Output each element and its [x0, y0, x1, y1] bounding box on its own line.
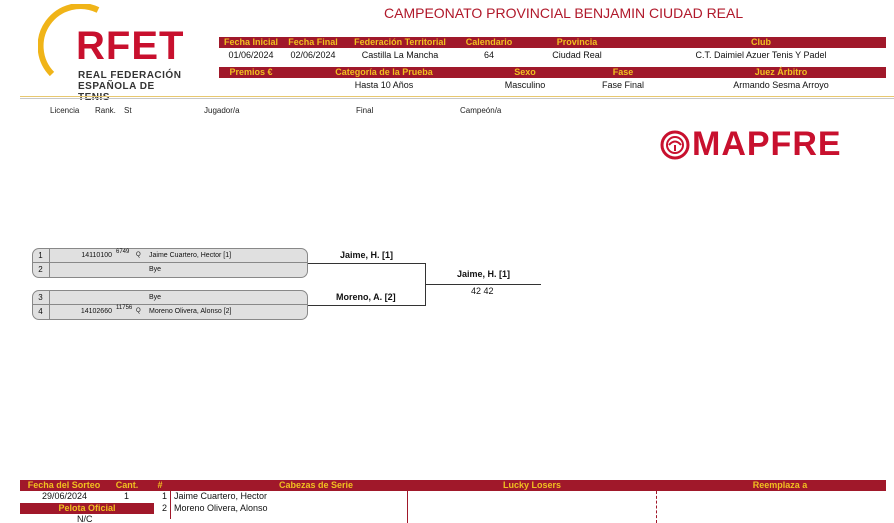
label-sexo: Sexo — [514, 67, 536, 77]
slot-licencia: 14110100 — [81, 252, 112, 259]
footer-divider-lucky — [407, 491, 408, 523]
label-fecha-final: Fecha Final — [288, 37, 338, 47]
slot-player-name: Bye — [149, 266, 162, 273]
slot-player-name: Jaime Cuartero, Hector [1] — [149, 252, 232, 259]
value-categoria: Hasta 10 Años — [354, 80, 414, 90]
footer-divider-reemplaza — [656, 491, 657, 523]
value-club: C.T. Daimiel Azuer Tenis Y Padel — [695, 50, 827, 60]
footer-divider-seeds — [170, 491, 171, 519]
label-fecha-inicial: Fecha Inicial — [223, 37, 279, 47]
footer-label-fecha-sorteo: Fecha del Sorteo — [27, 480, 101, 490]
champion-name: Jaime, H. [1] — [457, 269, 511, 279]
label-juez: Juez Árbitro — [754, 67, 808, 77]
col-st: St — [124, 106, 132, 115]
col-final: Final — [356, 106, 374, 115]
bracket-line-r1-top — [308, 263, 426, 264]
seed-name: Jaime Cuartero, Hector — [174, 491, 268, 501]
draw-slot-1 — [32, 249, 308, 263]
value-sexo: Masculino — [504, 80, 546, 90]
draw-slot-4 — [32, 305, 308, 319]
page-title: CAMPEONATO PROVINCIAL BENJAMIN CIUDAD REAL — [384, 5, 744, 21]
value-juez: Armando Sesma Arroyo — [733, 80, 829, 90]
col-rank: Rank. — [95, 106, 116, 115]
header2-values — [219, 79, 886, 91]
slot-rank: 6749 — [116, 249, 130, 255]
slot-status: Q — [136, 252, 141, 258]
value-calendario: 64 — [483, 50, 495, 60]
footer-label-reemplaza: Reemplaza a — [752, 480, 808, 490]
col-licencia: Licencia — [50, 106, 80, 115]
slot-number: 2 — [32, 263, 50, 277]
slot-player-name: Moreno Olivera, Alonso [2] — [149, 308, 232, 315]
mapfre-emblem-icon — [660, 130, 690, 160]
value-fecha-final: 02/06/2024 — [290, 50, 336, 60]
footer-label-pelota: Pelota Oficial — [58, 503, 116, 513]
rfet-name-line1: REAL FEDERACIÓN — [78, 70, 182, 81]
header-divider-dark — [20, 98, 894, 99]
label-categoria: Categoría de la Prueba — [335, 67, 433, 77]
label-federacion: Federación Territorial — [354, 37, 446, 47]
bracket-line-final — [425, 284, 541, 285]
slot-player-name: Bye — [149, 294, 162, 301]
value-provincia: Ciudad Real — [552, 50, 602, 60]
draw-slot-2 — [32, 263, 308, 277]
label-fase: Fase — [612, 67, 634, 77]
slot-number: 3 — [32, 291, 50, 304]
label-club: Club — [751, 37, 771, 47]
value-fase: Fase Final — [601, 80, 645, 90]
draw-slot-3 — [32, 291, 308, 305]
header2-bar — [219, 67, 886, 78]
value-fecha-inicial: 01/06/2024 — [228, 50, 274, 60]
footer-cant: 1 — [124, 491, 130, 501]
slot-status: Q — [136, 308, 141, 314]
seed-number: 1 — [162, 491, 168, 501]
slot-number: 1 — [32, 249, 50, 262]
label-calendario: Calendario — [465, 37, 513, 47]
header1-bar — [219, 37, 886, 48]
slot-number: 4 — [32, 305, 50, 319]
header-divider-gold — [20, 96, 894, 97]
slot-licencia: 14102660 — [80, 308, 112, 315]
final-score: 42 42 — [471, 286, 494, 296]
footer-label-lucky: Lucky Losers — [502, 480, 562, 490]
label-premios: Premios € — [229, 67, 273, 77]
footer-label-hash: # — [157, 480, 163, 490]
footer-pelota-value: N/C — [77, 514, 93, 523]
footer-bar — [20, 480, 886, 491]
rfet-acronym: RFET — [76, 24, 185, 68]
footer-label-cant: Cant. — [115, 480, 139, 490]
slot-rank: 11756 — [116, 305, 133, 311]
col-jugador: Jugador/a — [204, 106, 240, 115]
header1-values — [219, 49, 886, 61]
round2-winner-top: Jaime, H. [1] — [340, 250, 394, 260]
mapfre-wordmark: MAPFRE — [692, 125, 842, 163]
footer-pelota-bar — [20, 503, 154, 514]
col-campeon: Campeón/a — [460, 106, 502, 115]
mapfre-logo — [660, 125, 882, 163]
footer-fecha-sorteo: 29/06/2024 — [42, 491, 88, 501]
bracket-line-r1-bottom — [308, 305, 426, 306]
value-federacion: Castilla La Mancha — [361, 50, 439, 60]
footer-label-cabezas: Cabezas de Serie — [278, 480, 354, 490]
rfet-name-line2: ESPAÑOLA DE — [78, 81, 155, 92]
seed-number: 2 — [162, 503, 168, 513]
rfet-logo — [38, 4, 188, 96]
label-provincia: Provincia — [556, 37, 598, 47]
round2-winner-bottom: Moreno, A. [2] — [336, 292, 396, 302]
seed-name: Moreno Olivera, Alonso — [174, 503, 268, 513]
